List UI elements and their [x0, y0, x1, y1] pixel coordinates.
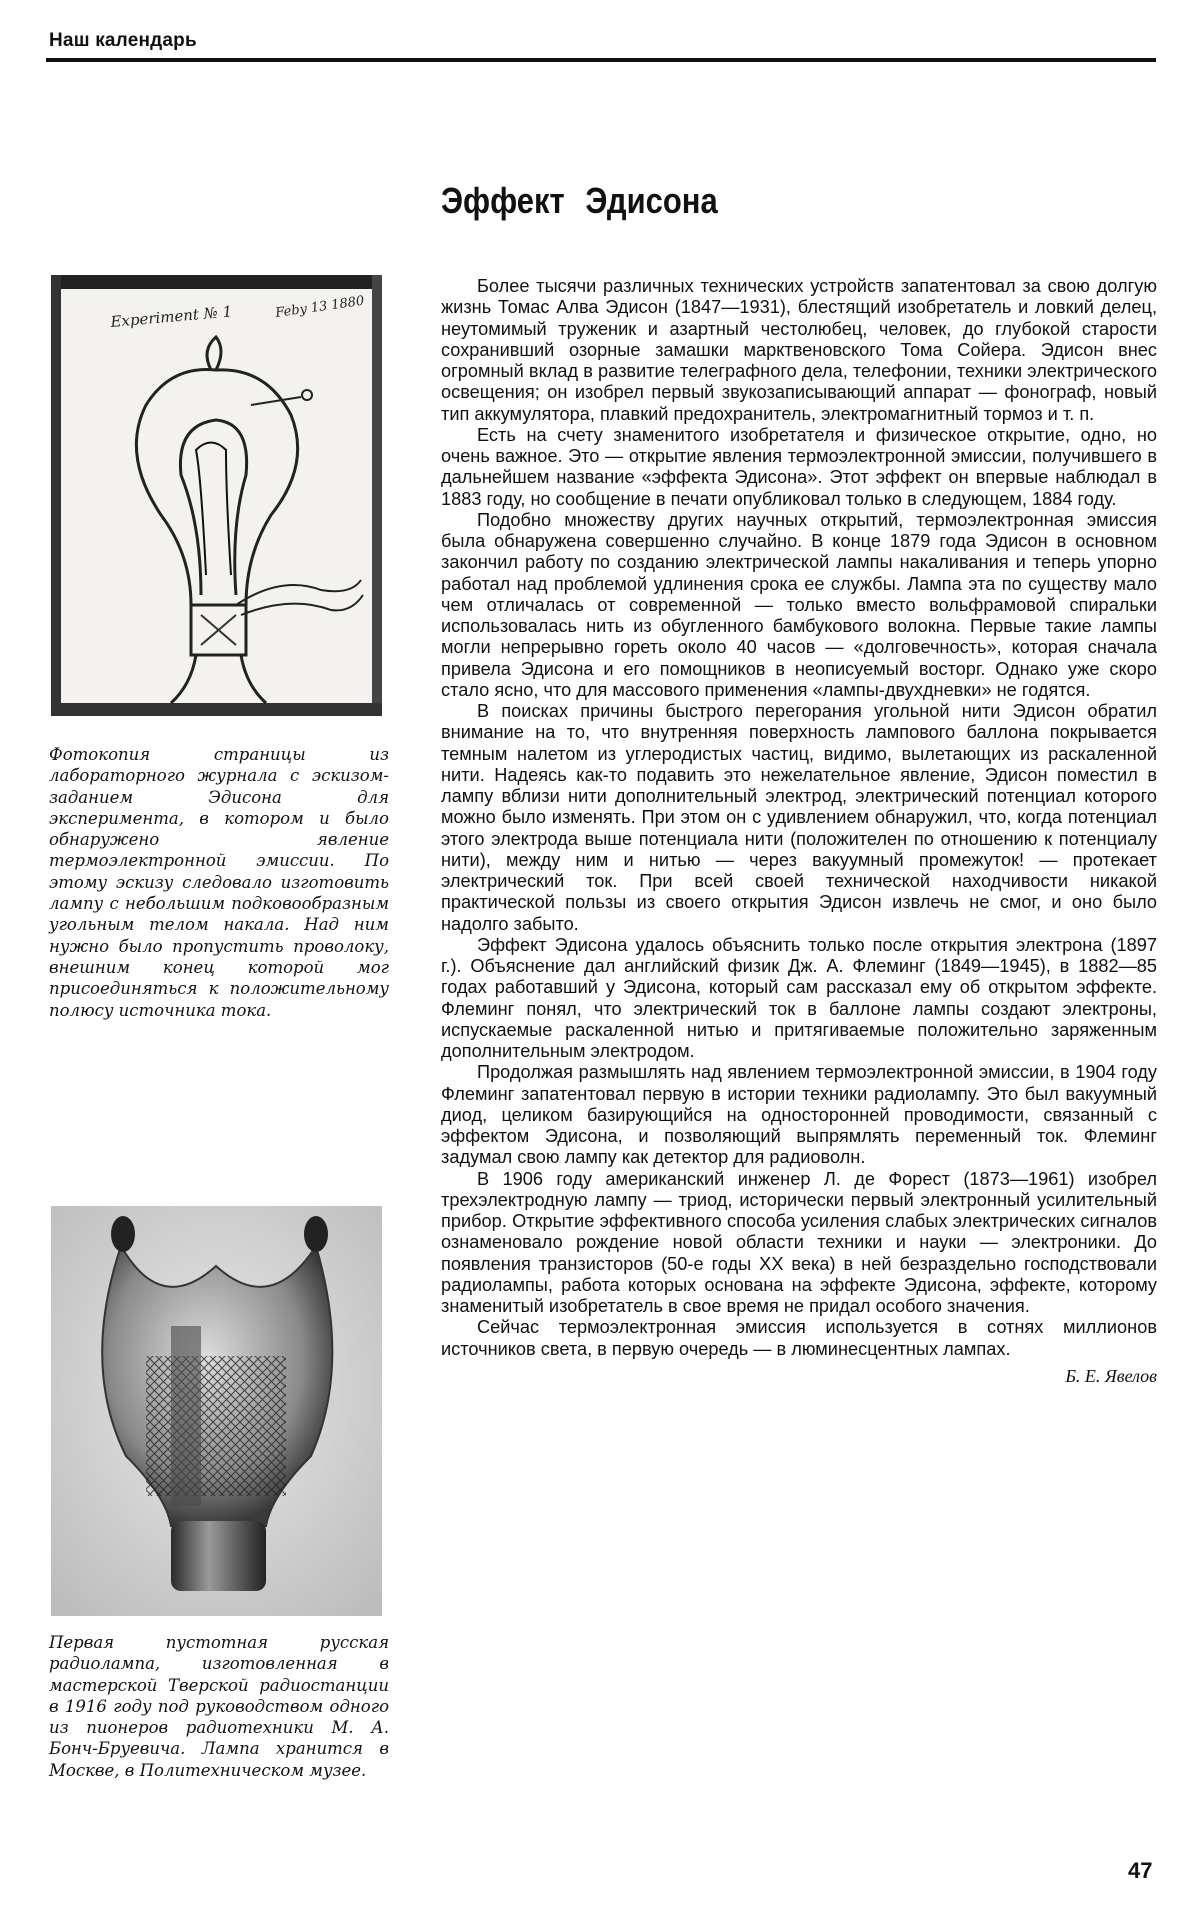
russian-radio-tube-photo: [51, 1206, 382, 1616]
article-paragraph: Более тысячи различных технических устройств запатентовал за свою долгую жизнь Томас Алва Эдисон (1847—1931), блестящий изобретатель и ловкий делец, неутомимый труженик и азартный честолюбец, человек, до глубокой старости сохранивший озорные замашки марктвеновского Тома Сойера. Эдисон внес огромный вклад в развитие телеграфного дела, телефонии, техники электрического освещения; он изобрел первый звукозаписывающий аппарат — фонограф, новый тип аккумулятора, плавкий предохранитель, электромагнитный тормоз и т. п.: [441, 276, 1157, 424]
figure-caption-sketch: Фотокопия страницы из лабораторного журнала с эскизом-заданием Эдисона для эксперимента, в котором и было обнаружено явление термоэлектронной эмиссии. По этому эскизу следовало изготовить лампу с небольшим подковообразным угольным телом накала. Над ним нужно было пропустить проволоку, внешним конец которой мог присоединяться к положительному полюсу источника тока.: [49, 745, 389, 1020]
svg-text:Feby 13 1880: Feby 13 1880: [274, 293, 366, 321]
article-paragraph: Эффект Эдисона удалось объяснить только после открытия электрона (1897 г.). Объяснение дал английский физик Дж. А. Флеминг (1849—1945), в 1882—85 годах работавший у Эдисона, который сам рассказал ему об открытом эффекте. Флеминг понял, что электрический ток в баллоне лампы создают электроны, испускаемые раскаленной нитью и притягиваемые положительно заряженным дополнительным электродом.: [441, 934, 1157, 1061]
lab-notebook-sketch-image: [51, 275, 382, 716]
header-rule: [46, 58, 1156, 62]
article-paragraph: Сейчас термоэлектронная эмиссия используется в сотнях миллионов источников света, в первую очередь — в люминесцентных лампах.: [441, 1317, 1157, 1359]
article-title: Эффект Эдисона: [441, 180, 718, 221]
page-number: 47: [1128, 1858, 1153, 1883]
article-paragraph: В поисках причины быстрого перегорания угольной нити Эдисон обратил внимание на то, что внутренняя поверхность лампового баллона покрывается темным налетом из углеродистых частиц, видимо, вылетающих из раскаленной нити. Надеясь как-то подавить это нежелательное явление, Эдисон поместил в лампу вблизи нити дополнительный электрод, электрический потенциал которого можно было изменять. При этом он с удивлением обнаружил, что, когда потенциал этого электрода выше потенциала нити (положителен по отношению к потенциалу нити), между ним и нитью — через вакуумный промежуток! — протекает электрический ток. При всей своей технической находчивости никакой практической пользы из своего открытия Эдисон извлечь не смог, и оно было надолго забыто.: [441, 701, 1157, 934]
article-paragraph: Продолжая размышлять над явлением термоэлектронной эмиссии, в 1904 году Флеминг запатентовал первую в истории техники радиолампу. Это был вакуумный диод, целиком базирующийся на односторонней проводимости, связанный с эффектом Эдисона, и позволяющий выпрямлять переменный ток. Флеминг задумал свою лампу как детектор для радиоволн.: [441, 1062, 1157, 1168]
svg-text:Experiment № 1: Experiment № 1: [109, 302, 233, 331]
article-author: Б. Е. Явелов: [1065, 1365, 1157, 1386]
article-paragraph: В 1906 году американский инженер Л. де Форест (1873—1961) изобрел трехэлектродную лампу — триод, исторически первый электронный усилительный прибор. Открытие эффективного способа усиления слабых электрических сигналов ознаменовало рождение новой области техники и науки — электроники. До появления транзисторов (50-е годы XX века) в ней безраздельно господствовали радиолампы, работа которых основана на эффекте Эдисона, эффекте, которому знаменитый изобретатель в свое время не придал особого значения.: [441, 1168, 1157, 1316]
article-body: [441, 276, 1157, 1387]
article-paragraph: Подобно множеству других научных открытий, термоэлектронная эмиссия была обнаружена совершенно случайно. В конце 1879 года Эдисон в основном закончил работу по созданию электрической лампы накаливания и теперь упорно работал над проблемой удлинения срока ее службы. Лампа эта по существу мало чем отличалась от современной — только вместо вольфрамовой спиральки использовалась нить из обугленного бамбукового волокна. Первые такие лампы могли непрерывно гореть около 40 часов — «долговечность», которая сначала привела Эдисона и его помощников в неописуемый восторг. Однако уже скоро стало ясно, что для массового применения «лампы-двухдневки» не годятся.: [441, 509, 1157, 700]
figure-caption-radio-tube: Первая пустотная русская радиолампа, изготовленная в мастерской Тверской радиостанции в 1916 году под руководством одного из пионеров радиотехники М. А. Бонч-Бруевича. Лампа хранится в Москве, в Политехническом музее.: [49, 1633, 389, 1780]
article-paragraph: Есть на счету знаменитого изобретателя и физическое открытие, одно, но очень важное. Это — открытие явления термоэлектронной эмиссии, получившего в дальнейшем название «эффекта Эдисона». Этот эффект он впервые наблюдал в 1883 году, но сообщение в печати опубликовал только в следующем, 1884 году.: [441, 424, 1157, 509]
section-header: Наш календарь: [49, 30, 197, 51]
